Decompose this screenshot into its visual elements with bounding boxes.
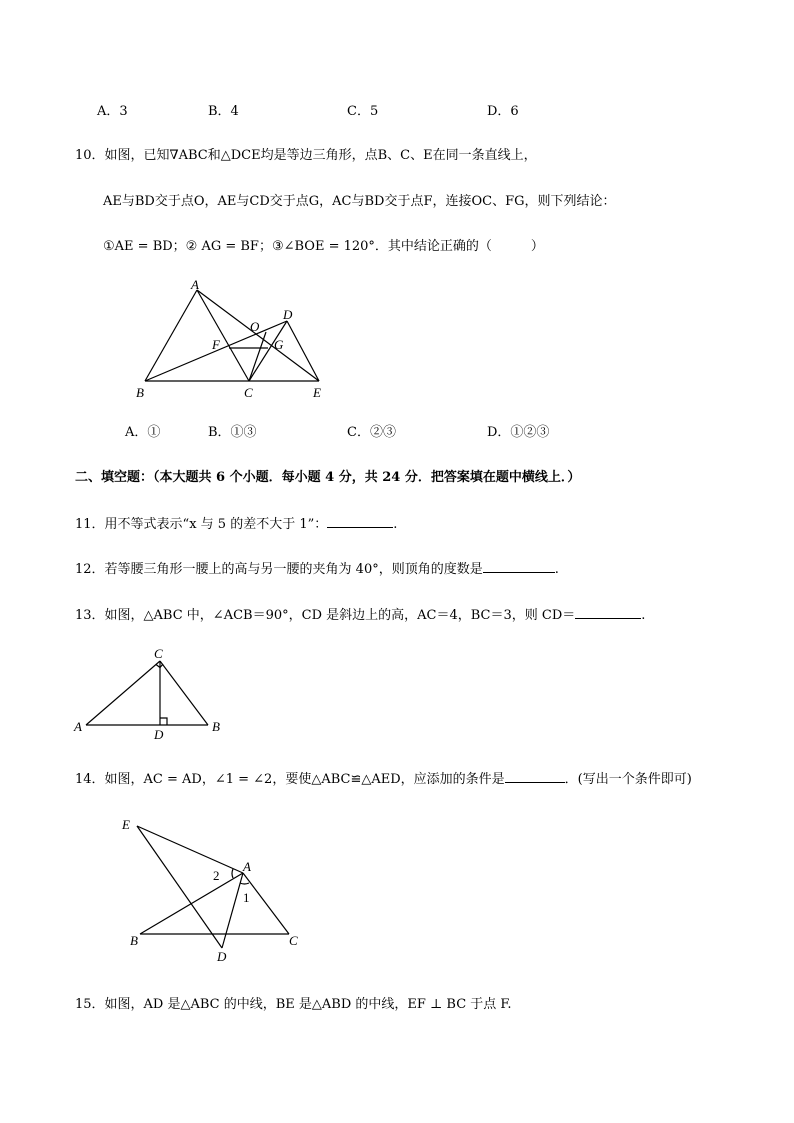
q9-option-a: A．3 — [97, 104, 128, 119]
q13-label-b: B — [212, 719, 220, 734]
q10-label-b: B — [136, 385, 144, 400]
q14-label-b: B — [130, 933, 138, 948]
q12 — [75, 560, 559, 578]
q10-option-c: C．②③ — [347, 425, 396, 440]
q10-label-c: C — [244, 385, 253, 400]
q10-label-g: G — [274, 337, 284, 352]
section-2-title: 二、填空题：（本大题共 6 个小题．每小题 4 分，共 24 分．把答案填在题中横线上．） — [75, 470, 581, 485]
q14-label-e: E — [122, 817, 130, 832]
q10-option-b: B．①③ — [208, 425, 257, 440]
q13 — [75, 606, 645, 624]
q14-label-1: 1 — [243, 890, 250, 905]
q14-label-c: C — [289, 933, 298, 948]
q12-end: . — [554, 562, 559, 577]
q13-figure — [70, 645, 230, 745]
q14-label-d: D — [217, 949, 227, 964]
q10-label-o: O — [250, 319, 260, 334]
q12-answer-blank[interactable] — [483, 560, 555, 573]
q10-line-3: ①AE = BD；② AG = BF；③∠BOE = 120°．其中结论正确的（ ） — [103, 239, 544, 254]
q10-label-e: E — [313, 385, 321, 400]
q13-label-c: C — [154, 646, 163, 661]
q14-text: 14．如图，AC = AD，∠1 = ∠2，要使△ABC≌△AED，应添加的条件是 — [75, 772, 505, 787]
q14-answer-blank[interactable] — [505, 770, 565, 783]
q15-text: 15．如图，AD 是△ABC 的中线，BE 是△ABD 的中线，EF ⊥ BC 于点 F. — [75, 997, 512, 1012]
q11-answer-blank[interactable] — [327, 515, 393, 528]
q10-option-a: A．① — [125, 425, 161, 440]
q11-end: . — [393, 517, 398, 532]
q13-label-d: D — [154, 727, 164, 742]
q10-label-f: F — [212, 337, 220, 352]
q10-option-d: D．①②③ — [487, 425, 550, 440]
q13-label-a: A — [74, 719, 82, 734]
q10-line-2: AE与BD交于点O，AE与CD交于点G，AC与BD交于点F，连接OC、FG，则下列结论： — [103, 194, 616, 209]
q10-figure — [130, 275, 340, 405]
q9-option-d: D．6 — [487, 104, 519, 119]
q13-answer-blank[interactable] — [575, 606, 641, 619]
q11 — [75, 515, 397, 533]
q14-label-a: A — [243, 859, 251, 874]
q14-label-2: 2 — [213, 868, 220, 883]
q12-text: 12．若等腰三角形一腰上的高与另一腰的夹角为 40°，则顶角的度数是 — [75, 562, 483, 577]
q13-text: 13．如图，△ABC 中，∠ACB＝90°，CD 是斜边上的高，AC＝4，BC＝3，则 CD＝ — [75, 608, 576, 623]
q14 — [75, 770, 692, 788]
q10-label-d: D — [283, 307, 293, 322]
q9-option-b: B．4 — [208, 104, 239, 119]
q14-end: ．(写出一个条件即可) — [564, 772, 692, 787]
q14-figure — [115, 810, 310, 965]
q10-label-a: A — [191, 277, 199, 292]
q11-text: 11．用不等式表示“x 与 5 的差不大于 1”： — [75, 517, 328, 532]
q13-end: . — [641, 608, 646, 623]
q9-option-c: C．5 — [347, 104, 379, 119]
q10-line-1: 10．如图，已知∇ABC和△DCE均是等边三角形，点B、C、E在同一条直线上， — [75, 148, 537, 163]
